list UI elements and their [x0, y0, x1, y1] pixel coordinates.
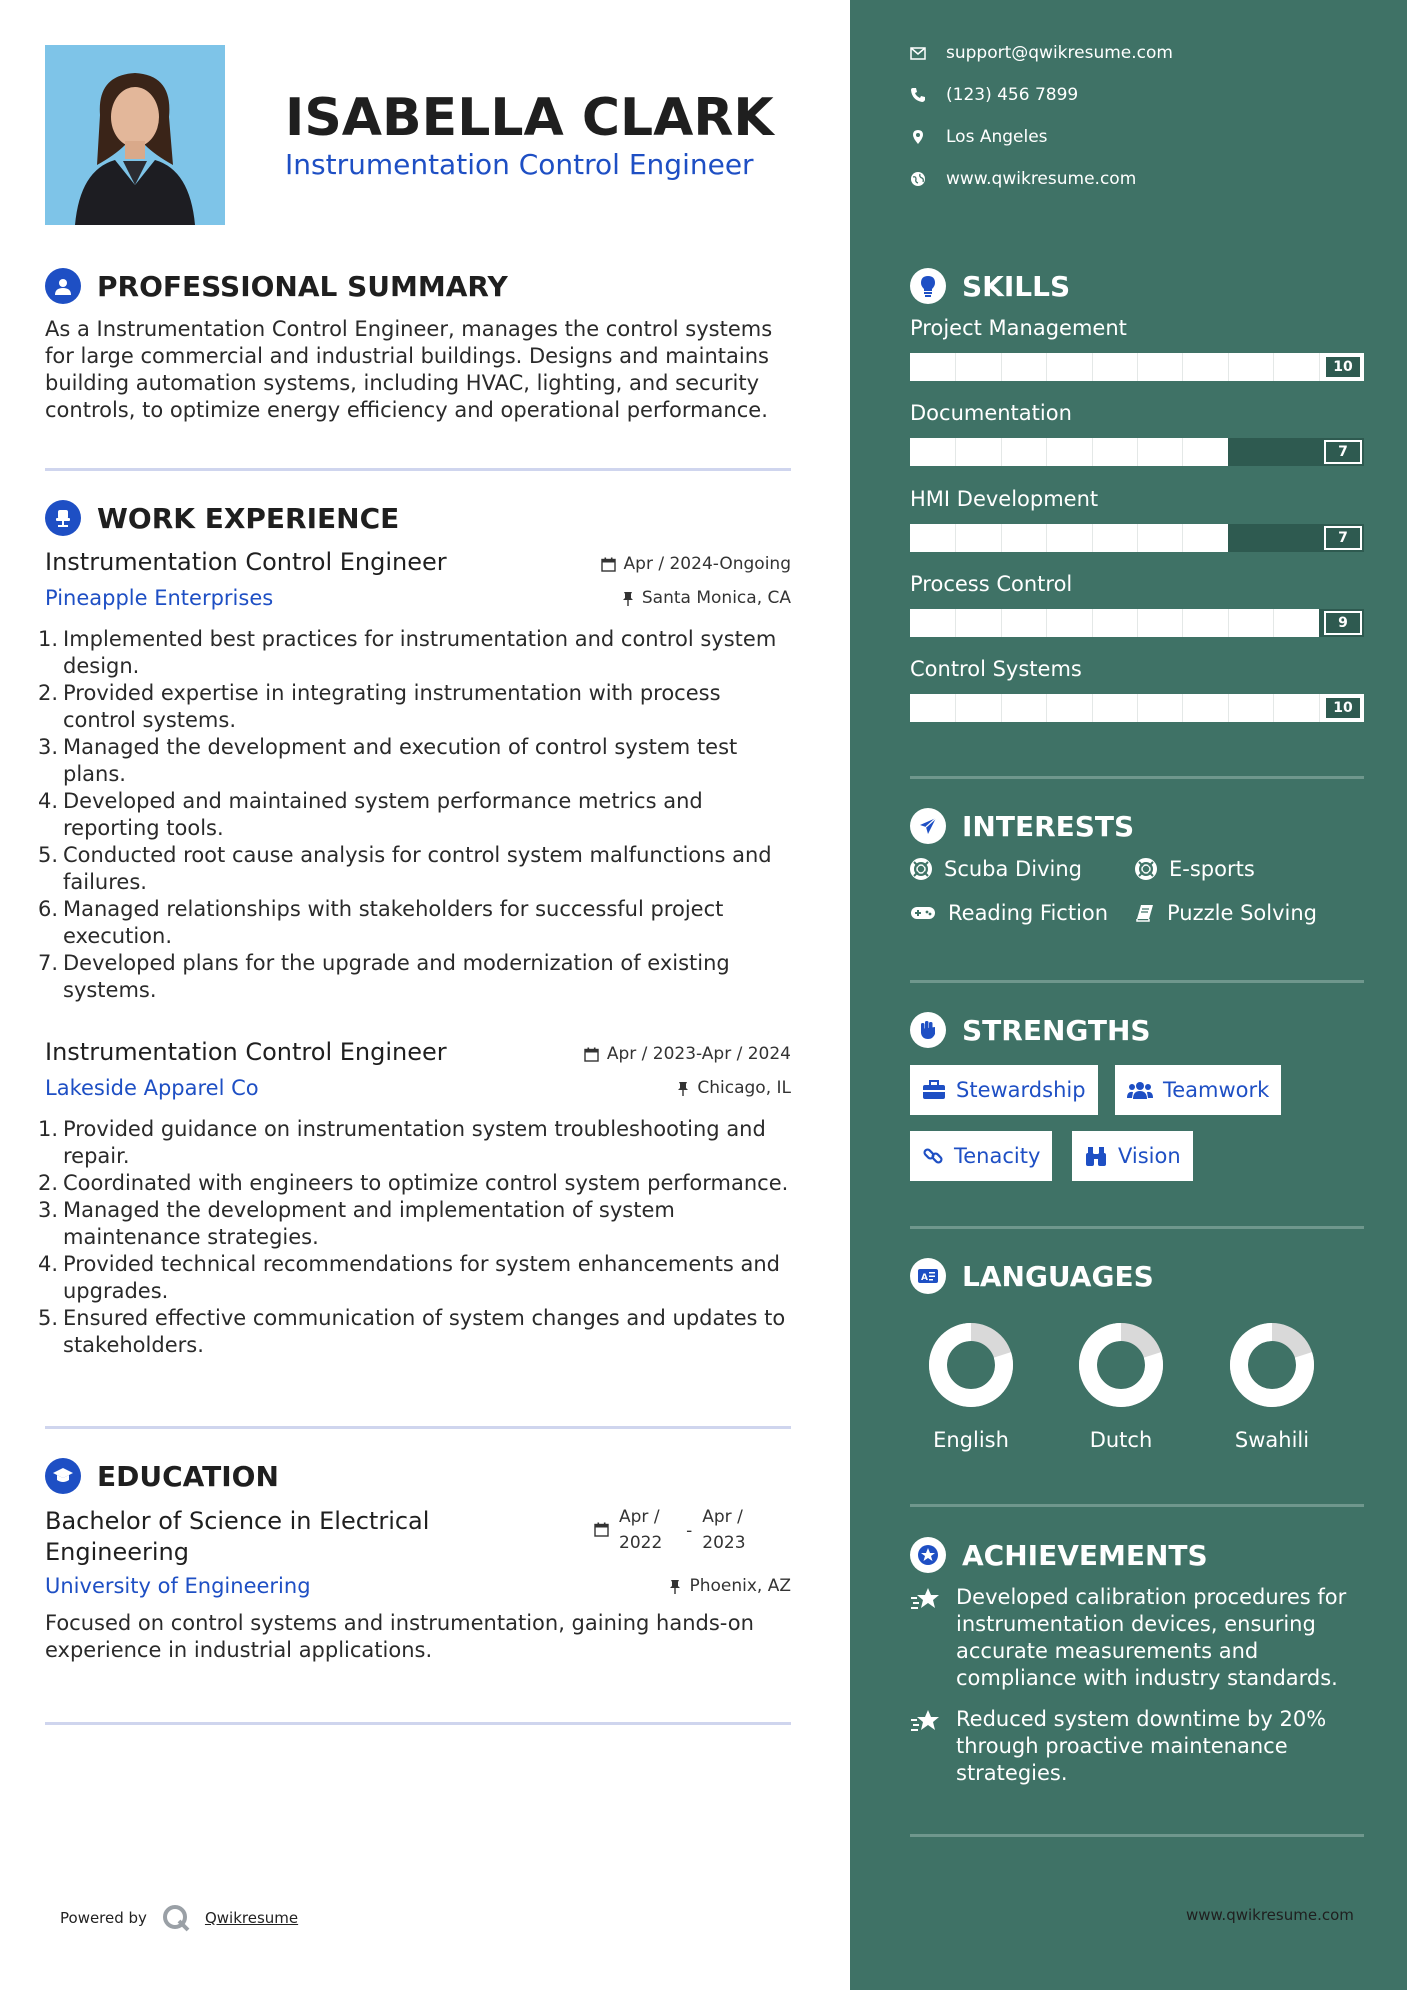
job-location-text: Santa Monica, CA — [641, 588, 791, 608]
job-location — [622, 588, 791, 608]
candidate-name: ISABELLA CLARK — [285, 88, 774, 148]
skill-segment — [1182, 694, 1183, 722]
contact-email[interactable] — [910, 43, 1173, 63]
list-item: 1. Implemented best practices for instrumentation and control system design. — [38, 627, 777, 678]
skill-segment — [1182, 438, 1183, 466]
languages-heading — [910, 1258, 1154, 1294]
list-item: 7. Developed plans for the upgrade and modernization of existing systems. — [38, 951, 730, 1002]
contact-email-text: support@qwikresume.com — [946, 43, 1173, 63]
skill-segment — [1273, 694, 1274, 722]
skill-label: HMI Development — [910, 487, 1099, 511]
contact-location — [910, 127, 1048, 147]
skill-segment — [1092, 694, 1093, 722]
qwikresume-link[interactable]: Qwikresume — [204, 1909, 299, 1927]
education-end: Apr / 2023 — [702, 1507, 746, 1553]
list-item: 6. Managed relationships with stakeholders for successful project execution. — [38, 897, 724, 948]
pin-icon — [622, 591, 634, 606]
shooting-star-icon — [910, 1708, 942, 1736]
job-title: Instrumentation Control Engineer — [45, 548, 447, 576]
strength-badge — [910, 1065, 1098, 1115]
skill-segment — [1137, 353, 1138, 381]
skill-segment — [1137, 524, 1138, 552]
skill-segment — [955, 438, 956, 466]
skill-segment — [1001, 609, 1002, 637]
star-badge-icon — [910, 1537, 946, 1573]
skill-segment — [1001, 438, 1002, 466]
strengths-heading — [910, 1012, 1151, 1048]
skill-segment — [955, 524, 956, 552]
skill-bar — [910, 438, 1364, 466]
sidebar — [850, 0, 1407, 1990]
skill-segment — [1273, 609, 1274, 637]
degree-line: Engineering — [45, 1538, 189, 1566]
profile-photo — [45, 45, 225, 225]
interest-label: E-sports — [1169, 857, 1255, 881]
job-location-text: Chicago, IL — [697, 1078, 791, 1098]
degree-line: Bachelor of Science in Electrical — [45, 1507, 430, 1535]
skill-score: 7 — [1324, 440, 1362, 464]
users-icon — [1127, 1080, 1153, 1100]
language-label: English — [933, 1428, 1009, 1452]
skill-segment — [1182, 524, 1183, 552]
skill-segment — [1182, 609, 1183, 637]
skill-score: 7 — [1324, 526, 1362, 550]
skill-bar-fill — [910, 438, 1228, 466]
interests-heading — [910, 808, 1134, 844]
link-icon — [922, 1145, 944, 1167]
education-location-text: Phoenix, AZ — [689, 1576, 791, 1596]
job-date-text: Apr / 2024-Ongoing — [623, 554, 791, 574]
strength-label: Teamwork — [1163, 1078, 1270, 1102]
book-icon — [1135, 903, 1155, 923]
skill-segment — [1092, 609, 1093, 637]
summary-title: PROFESSIONAL SUMMARY — [97, 269, 508, 303]
life-ring-icon — [1135, 858, 1157, 880]
section-divider — [45, 468, 791, 471]
company-name: Lakeside Apparel Co — [45, 1076, 259, 1100]
skill-segment — [1092, 438, 1093, 466]
skill-segment — [1001, 524, 1002, 552]
skill-score: 9 — [1324, 611, 1362, 635]
skill-segment — [1273, 353, 1274, 381]
map-marker-icon — [910, 129, 926, 145]
contact-website[interactable] — [910, 169, 1136, 189]
fist-icon — [910, 1012, 946, 1048]
skill-label: Process Control — [910, 572, 1073, 596]
skill-label: Control Systems — [910, 657, 1082, 681]
skill-segment — [1319, 694, 1320, 722]
strength-label: Stewardship — [956, 1078, 1086, 1102]
svg-text:A: A — [921, 1273, 928, 1283]
life-ring-icon — [910, 858, 932, 880]
achievements-heading — [910, 1537, 1208, 1573]
contact-website-text: www.qwikresume.com — [946, 169, 1137, 189]
job-date — [601, 554, 791, 574]
achievement-item — [910, 1706, 1370, 1787]
achievement-text: Developed calibration procedures for instrumentation devices, ensuring accurate measurements and compliance with industry standards. — [956, 1585, 1347, 1690]
skill-bar — [910, 353, 1364, 381]
achievement-item — [910, 1584, 1370, 1692]
skill-bar — [910, 609, 1364, 637]
list-item: 3. Managed the development and execution of control system test plans. — [38, 735, 738, 786]
job-location — [677, 1078, 791, 1098]
interest-item — [1135, 857, 1255, 881]
user-icon — [45, 268, 81, 304]
job-duties — [38, 626, 798, 1004]
strength-badge — [1115, 1065, 1281, 1115]
skill-segment — [1137, 609, 1138, 637]
skill-segment — [1182, 353, 1183, 381]
summary-text: As a Instrumentation Control Engineer, manages the control systems for large commercial and industrial buildings. Designs and maintains building automation systems, including HVAC, lighting, and security controls, to optimize energy efficiency and operational performance. — [45, 317, 773, 422]
skill-segment — [1228, 694, 1229, 722]
job-duties — [38, 1116, 798, 1359]
education-title: EDUCATION — [97, 1459, 279, 1493]
skill-score: 10 — [1324, 696, 1362, 720]
gamepad-icon — [910, 905, 936, 921]
chair-icon — [45, 500, 81, 536]
language-donut — [1076, 1320, 1166, 1410]
paper-plane-icon — [910, 808, 946, 844]
list-item: 5. Conducted root cause analysis for control system malfunctions and failures. — [38, 843, 772, 894]
powered-by — [60, 1903, 298, 1933]
section-divider — [45, 1722, 791, 1725]
education-date — [594, 1504, 746, 1556]
language-item — [1217, 1320, 1327, 1452]
skills-heading — [910, 268, 1070, 304]
education-start: Apr / 2022 — [619, 1507, 663, 1553]
skill-bar-fill — [910, 609, 1319, 637]
company-name: Pineapple Enterprises — [45, 586, 274, 610]
school-name: University of Engineering — [45, 1574, 311, 1598]
graduation-cap-icon — [45, 1458, 81, 1494]
skill-score: 10 — [1324, 355, 1362, 379]
skill-segment — [1046, 438, 1047, 466]
degree-name — [45, 1506, 429, 1568]
skill-label: Project Management — [910, 316, 1127, 340]
lightbulb-icon — [910, 268, 946, 304]
languages-title: LANGUAGES — [962, 1259, 1154, 1293]
skill-bar-fill — [910, 524, 1228, 552]
skill-segment — [1046, 524, 1047, 552]
section-divider — [910, 980, 1364, 983]
skill-segment — [1228, 609, 1229, 637]
job-title: Instrumentation Control Engineer — [45, 1038, 447, 1066]
skill-segment — [1137, 694, 1138, 722]
skill-segment — [955, 353, 956, 381]
strength-label: Vision — [1118, 1144, 1181, 1168]
skill-segment — [955, 609, 956, 637]
education-location — [669, 1576, 791, 1596]
skill-segment — [1228, 353, 1229, 381]
list-item: 2. Coordinated with engineers to optimize control system performance. — [38, 1171, 789, 1195]
language-item — [1066, 1320, 1176, 1452]
interest-item — [910, 857, 1082, 881]
strengths-title: STRENGTHS — [962, 1013, 1151, 1047]
achievement-text: Reduced system downtime by 20% through proactive maintenance strategies. — [956, 1707, 1327, 1785]
skill-segment — [1001, 694, 1002, 722]
skill-segment — [1001, 353, 1002, 381]
calendar-icon — [584, 1047, 599, 1062]
list-item: 2. Provided expertise in integrating instrumentation with process control systems. — [38, 681, 721, 732]
list-item: 4. Developed and maintained system performance metrics and reporting tools. — [38, 789, 703, 840]
pin-icon — [669, 1579, 681, 1594]
briefcase-icon — [922, 1080, 946, 1100]
section-divider — [910, 1834, 1364, 1837]
calendar-icon — [601, 557, 616, 572]
calendar-icon — [594, 1522, 609, 1537]
binoculars-icon — [1084, 1145, 1108, 1167]
contact-phone[interactable] — [910, 85, 1078, 105]
candidate-role: Instrumentation Control Engineer — [285, 148, 754, 181]
skill-segment — [955, 694, 956, 722]
skill-segment — [1092, 353, 1093, 381]
interest-label: Reading Fiction — [948, 901, 1109, 925]
experience-heading — [45, 500, 399, 536]
skill-segment — [1319, 353, 1320, 381]
job-date-text: Apr / 2023-Apr / 2024 — [606, 1044, 791, 1064]
strength-badge — [1072, 1131, 1193, 1181]
language-item — [916, 1320, 1026, 1452]
experience-title: WORK EXPERIENCE — [97, 501, 400, 535]
language-label: Swahili — [1234, 1428, 1310, 1452]
job-date — [584, 1044, 791, 1064]
pin-icon — [677, 1081, 689, 1096]
skill-segment — [1046, 353, 1047, 381]
powered-by-label: Powered by — [60, 1909, 147, 1927]
section-divider — [910, 1226, 1364, 1229]
language-donut — [1227, 1320, 1317, 1410]
qwikresume-logo-icon — [161, 1903, 191, 1933]
footer-website[interactable]: www.qwikresume.com — [1186, 1906, 1354, 1924]
interest-item — [1135, 901, 1317, 925]
list-item: 4. Provided technical recommendations for system enhancements and upgrades. — [38, 1252, 780, 1303]
interests-title: INTERESTS — [962, 809, 1135, 843]
list-item: 5. Ensured effective communication of system changes and updates to stakeholders. — [38, 1306, 786, 1357]
language-label: Dutch — [1089, 1428, 1153, 1452]
section-divider — [910, 776, 1364, 779]
interest-item — [910, 901, 1108, 925]
interest-label: Scuba Diving — [944, 857, 1082, 881]
phone-icon — [910, 87, 926, 103]
summary-heading — [45, 268, 508, 304]
section-divider — [45, 1426, 791, 1429]
shooting-star-icon — [910, 1586, 942, 1614]
envelope-icon — [910, 47, 926, 60]
skill-bar — [910, 694, 1364, 722]
education-heading — [45, 1458, 279, 1494]
language-donut — [926, 1320, 1016, 1410]
skill-segment — [1137, 438, 1138, 466]
skill-bar — [910, 524, 1364, 552]
skill-segment — [1046, 694, 1047, 722]
list-item: 1. Provided guidance on instrumentation system troubleshooting and repair. — [38, 1117, 766, 1168]
contact-phone-text: (123) 456 7899 — [946, 85, 1079, 105]
skill-segment — [1092, 524, 1093, 552]
globe-icon — [910, 171, 926, 187]
interest-label: Puzzle Solving — [1167, 901, 1317, 925]
skill-label: Documentation — [910, 401, 1072, 425]
contact-location-text: Los Angeles — [946, 127, 1048, 147]
language-icon — [910, 1258, 946, 1294]
education-text: Focused on control systems and instrumentation, gaining hands-on experience in industrial applications. — [45, 1611, 754, 1662]
section-divider — [910, 1504, 1364, 1507]
strength-badge — [910, 1131, 1052, 1181]
skill-segment — [1046, 609, 1047, 637]
date-separator: - — [686, 1521, 693, 1541]
strength-label: Tenacity — [954, 1144, 1041, 1168]
list-item: 3. Managed the development and implementation of system maintenance strategies. — [38, 1198, 675, 1249]
skills-title: SKILLS — [962, 269, 1071, 303]
achievements-title: ACHIEVEMENTS — [962, 1538, 1208, 1572]
